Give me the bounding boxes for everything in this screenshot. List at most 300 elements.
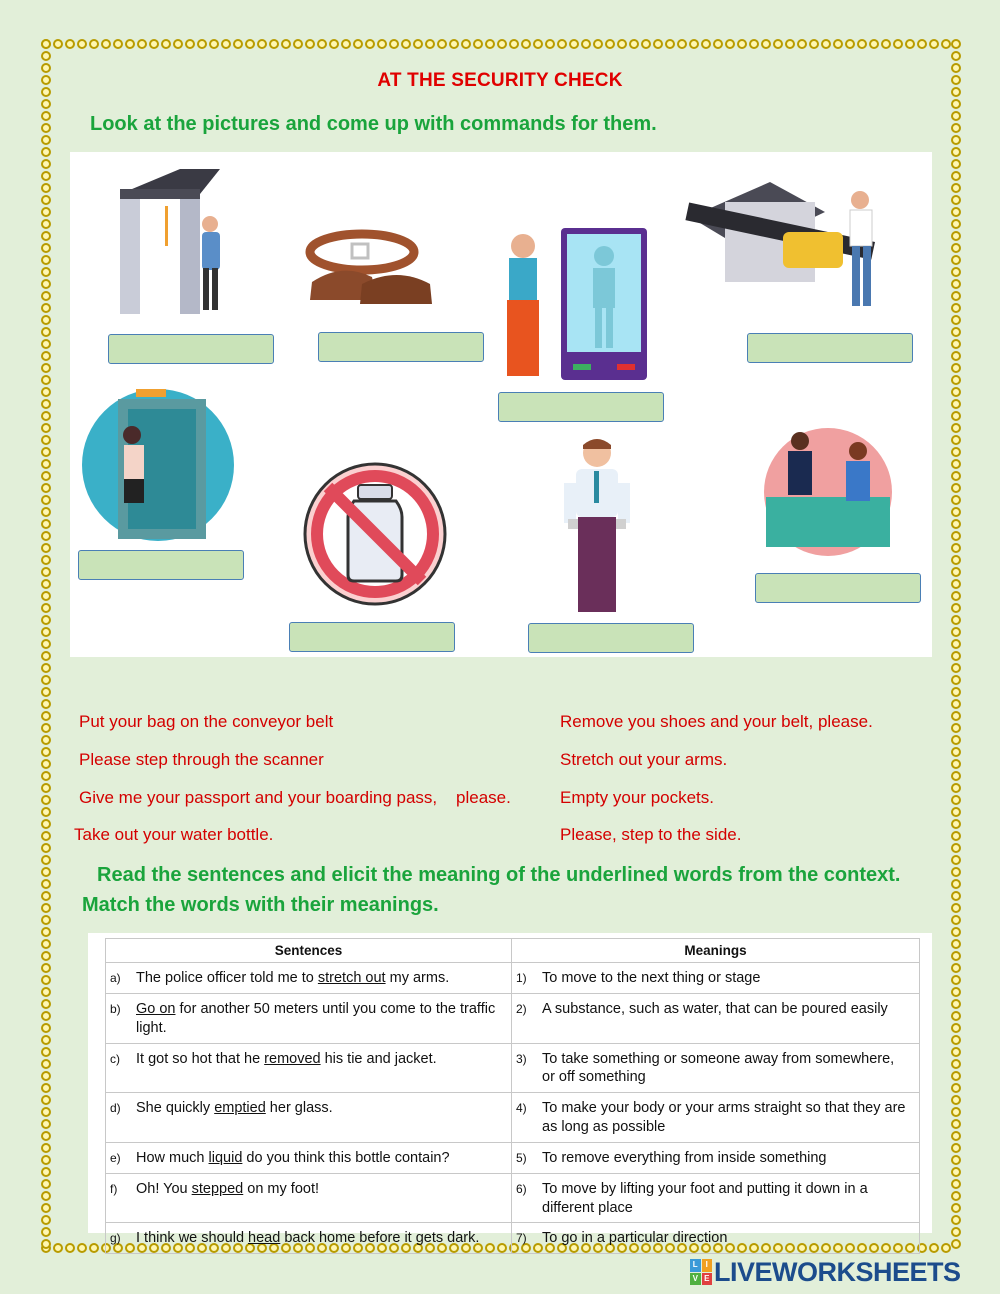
border-link <box>951 771 961 781</box>
answer-box-2[interactable] <box>318 332 484 362</box>
border-link <box>41 639 51 649</box>
border-link <box>41 279 51 289</box>
border-link <box>951 783 961 793</box>
border-link <box>41 1095 51 1105</box>
border-link <box>951 315 961 325</box>
border-link <box>951 327 961 337</box>
border-link <box>77 39 87 49</box>
border-link <box>41 831 51 841</box>
border-link <box>951 135 961 145</box>
border-link <box>41 819 51 829</box>
border-link <box>951 387 961 397</box>
border-link <box>497 39 507 49</box>
border-link <box>293 39 303 49</box>
border-link <box>41 963 51 973</box>
border-link <box>951 915 961 925</box>
border-link <box>461 39 471 49</box>
border-link <box>41 183 51 193</box>
meaning-text: To make your body or your arms straight so that they are as long as possible <box>542 1100 906 1136</box>
border-link <box>149 39 159 49</box>
meaning-number: 3) <box>516 1051 527 1066</box>
underlined-word: head <box>248 1230 281 1247</box>
border-link <box>701 39 711 49</box>
answer-box-8[interactable] <box>755 573 921 603</box>
border-link <box>951 411 961 421</box>
border-link <box>951 51 961 61</box>
border-link <box>951 735 961 745</box>
border-link <box>41 147 51 157</box>
border-link <box>281 39 291 49</box>
meaning-text: To move to the next thing or stage <box>542 970 761 986</box>
border-link <box>951 1095 961 1105</box>
border-link <box>951 1107 961 1117</box>
border-link <box>951 1155 961 1165</box>
instruction-match-line1: Read the sentences and elicit the meaning of the underlined words from the context. <box>97 864 901 886</box>
border-link <box>569 39 579 49</box>
border-link <box>951 831 961 841</box>
border-link <box>951 231 961 241</box>
underlined-word: stretch out <box>317 970 386 986</box>
border-link <box>951 747 961 757</box>
border-link <box>951 183 961 193</box>
border-link <box>951 939 961 949</box>
border-link <box>41 51 51 61</box>
sentence-text: Oh! You stepped on my foot! <box>136 1180 320 1197</box>
border-link <box>951 483 961 493</box>
border-link <box>41 591 51 601</box>
border-link <box>41 759 51 769</box>
border-link <box>41 231 51 241</box>
body-scanner-illustration <box>495 222 655 382</box>
border-link <box>951 111 961 121</box>
border-link <box>951 999 961 1009</box>
border-link <box>305 39 315 49</box>
border-link <box>521 39 531 49</box>
border-link <box>41 795 51 805</box>
border-link <box>41 171 51 181</box>
border-link <box>41 267 51 277</box>
border-link <box>857 39 867 49</box>
border-link <box>329 39 339 49</box>
border-link <box>641 39 651 49</box>
border-link <box>41 519 51 529</box>
border-link <box>377 39 387 49</box>
border-link <box>545 39 555 49</box>
border-link <box>41 939 51 949</box>
border-link <box>951 903 961 913</box>
border-link <box>41 663 51 673</box>
border-link <box>533 39 543 49</box>
border-link <box>951 159 961 169</box>
sentence-cell <box>106 1173 512 1223</box>
border-link <box>41 771 51 781</box>
table-row <box>106 1043 920 1093</box>
border-link <box>89 1243 99 1253</box>
underlined-word: Go on <box>136 1000 176 1017</box>
border-link <box>951 423 961 433</box>
border-link <box>951 1179 961 1189</box>
xray-conveyor-illustration <box>685 172 900 317</box>
border-link <box>951 207 961 217</box>
border-link <box>951 615 961 625</box>
sentence-letter: g) <box>110 1231 121 1246</box>
border-link <box>41 399 51 409</box>
border-link <box>41 615 51 625</box>
border-link <box>677 39 687 49</box>
border-link <box>41 1023 51 1033</box>
border-link <box>951 1191 961 1201</box>
border-link <box>797 39 807 49</box>
border-link <box>905 39 915 49</box>
border-link <box>269 39 279 49</box>
border-link <box>951 1167 961 1177</box>
meaning-number: 5) <box>516 1150 527 1165</box>
underlined-word: liquid <box>208 1149 243 1166</box>
border-link <box>593 39 603 49</box>
border-link <box>951 1227 961 1237</box>
border-link <box>41 903 51 913</box>
border-link <box>41 483 51 493</box>
meaning-cell <box>512 963 920 994</box>
border-link <box>41 1143 51 1153</box>
border-link <box>41 1191 51 1201</box>
border-link <box>581 39 591 49</box>
border-link <box>41 567 51 577</box>
border-link <box>951 855 961 865</box>
border-link <box>65 1243 75 1253</box>
border-link <box>951 639 961 649</box>
table-row <box>106 1142 920 1173</box>
border-link <box>41 627 51 637</box>
answer-box-1[interactable] <box>108 334 274 364</box>
border-link <box>41 99 51 109</box>
border-link <box>951 447 961 457</box>
border-link <box>53 39 63 49</box>
border-link <box>951 291 961 301</box>
border-link <box>425 39 435 49</box>
border-link <box>41 327 51 337</box>
border-link <box>41 459 51 469</box>
border-link <box>785 39 795 49</box>
border-link <box>833 39 843 49</box>
meaning-number: 2) <box>516 1001 527 1016</box>
border-link <box>41 675 51 685</box>
border-link <box>929 39 939 49</box>
border-link <box>41 351 51 361</box>
table-row <box>106 963 920 994</box>
border-link <box>257 39 267 49</box>
border-link <box>41 651 51 661</box>
table-row <box>106 993 920 1043</box>
border-link <box>951 255 961 265</box>
command-left-4: Take out your water bottle. <box>74 825 274 844</box>
border-link <box>413 39 423 49</box>
border-link <box>41 1083 51 1093</box>
border-link <box>951 1059 961 1069</box>
border-link <box>41 1011 51 1021</box>
border-link <box>41 411 51 421</box>
sentence-cell <box>106 1223 512 1254</box>
border-link <box>53 1243 63 1253</box>
border-link <box>951 555 961 565</box>
logo-text: LIVEWORKSHEETS <box>714 1256 961 1287</box>
border-link <box>951 171 961 181</box>
border-link <box>951 363 961 373</box>
border-link <box>951 123 961 133</box>
border-link <box>41 867 51 877</box>
border-link <box>951 147 961 157</box>
border-link <box>951 471 961 481</box>
border-link <box>951 759 961 769</box>
border-link <box>41 711 51 721</box>
border-link <box>951 495 961 505</box>
border-link <box>951 1239 961 1249</box>
border-link <box>41 723 51 733</box>
border-link <box>101 39 111 49</box>
border-link <box>917 39 927 49</box>
meaning-cell <box>512 993 920 1043</box>
border-link <box>341 39 351 49</box>
sentence-letter: b) <box>110 1001 121 1016</box>
sentence-text: The police officer told me to stretch out my arms. <box>136 970 450 986</box>
border-link <box>951 711 961 721</box>
border-link <box>41 1203 51 1213</box>
sentence-cell <box>106 993 512 1043</box>
border-link <box>137 39 147 49</box>
answer-box-4[interactable] <box>747 333 913 363</box>
border-link <box>951 891 961 901</box>
sentence-cell <box>106 1093 512 1143</box>
border-link <box>689 39 699 49</box>
border-link <box>41 255 51 265</box>
border-link <box>951 1203 961 1213</box>
border-link <box>951 399 961 409</box>
border-link <box>951 219 961 229</box>
border-link <box>41 555 51 565</box>
border-link <box>41 315 51 325</box>
border-link <box>951 927 961 937</box>
answer-box-7[interactable] <box>528 623 694 653</box>
border-link <box>41 123 51 133</box>
border-link <box>951 951 961 961</box>
border-link <box>509 39 519 49</box>
border-link <box>737 39 747 49</box>
border-link <box>437 39 447 49</box>
border-link <box>951 507 961 517</box>
border-link <box>41 291 51 301</box>
command-left-3: Give me your passport and your boarding pass, please. <box>79 788 511 807</box>
border-link <box>173 39 183 49</box>
liveworksheets-logo <box>690 1257 961 1287</box>
border-link <box>41 375 51 385</box>
border-link <box>473 39 483 49</box>
border-link <box>41 531 51 541</box>
passport-check-illustration <box>758 427 898 557</box>
sentence-letter: d) <box>110 1101 121 1116</box>
sentence-text: Go on for another 50 meters until you come to the traffic light. <box>136 1000 496 1036</box>
sentence-letter: c) <box>110 1051 120 1066</box>
border-link <box>41 39 51 49</box>
border-link <box>185 39 195 49</box>
meaning-cell <box>512 1173 920 1223</box>
border-link <box>41 987 51 997</box>
border-link <box>951 543 961 553</box>
border-link <box>773 39 783 49</box>
border-link <box>41 207 51 217</box>
matching-table <box>105 938 920 1254</box>
border-link <box>951 1035 961 1045</box>
border-link <box>41 111 51 121</box>
border-link <box>125 39 135 49</box>
border-link <box>41 927 51 937</box>
border-link <box>41 951 51 961</box>
table-row <box>106 1173 920 1223</box>
sentence-letter: a) <box>110 971 121 985</box>
border-link <box>41 447 51 457</box>
border-link <box>41 507 51 517</box>
border-link <box>653 39 663 49</box>
answer-box-5[interactable] <box>78 550 244 580</box>
command-right-4: Please, step to the side. <box>560 825 742 844</box>
border-link <box>41 303 51 313</box>
meaning-number: 4) <box>516 1101 527 1116</box>
border-link <box>41 1035 51 1045</box>
border-link <box>233 39 243 49</box>
border-link <box>951 39 961 49</box>
border-link <box>41 807 51 817</box>
page-title: AT THE SECURITY CHECK <box>377 70 623 91</box>
border-link <box>951 567 961 577</box>
meaning-text: To remove everything from inside something <box>542 1149 827 1166</box>
underlined-word: emptied <box>214 1100 266 1117</box>
meaning-text: A substance, such as water, that can be poured easily <box>542 1000 888 1017</box>
border-link <box>41 423 51 433</box>
meaning-cell <box>512 1043 920 1093</box>
border-link <box>353 39 363 49</box>
border-link <box>951 435 961 445</box>
border-link <box>929 1243 939 1253</box>
border-link <box>951 843 961 853</box>
border-link <box>951 699 961 709</box>
border-link <box>951 795 961 805</box>
sentence-text: I think we should head back home before it gets dark. <box>136 1230 480 1247</box>
border-link <box>951 303 961 313</box>
border-link <box>881 39 891 49</box>
border-link <box>365 39 375 49</box>
border-link <box>41 603 51 613</box>
border-link <box>41 891 51 901</box>
picture-panel <box>70 152 932 657</box>
border-link <box>951 351 961 361</box>
stretch-arms-illustration <box>80 387 240 542</box>
border-link <box>557 39 567 49</box>
border-link <box>951 651 961 661</box>
header-meanings: Meanings <box>512 939 920 963</box>
sentence-cell <box>106 1142 512 1173</box>
border-link <box>41 1047 51 1057</box>
border-link <box>41 195 51 205</box>
border-link <box>41 735 51 745</box>
border-link <box>41 219 51 229</box>
border-link <box>41 1227 51 1237</box>
border-link <box>41 387 51 397</box>
border-link <box>41 879 51 889</box>
underlined-word: removed <box>264 1050 321 1067</box>
border-link <box>65 39 75 49</box>
border-link <box>41 1119 51 1129</box>
sentence-cell <box>106 963 512 994</box>
meaning-number: 1) <box>516 971 527 985</box>
border-link <box>951 375 961 385</box>
header-sentences: Sentences <box>106 939 512 963</box>
border-link <box>725 39 735 49</box>
border-link <box>449 39 459 49</box>
instruction-pictures: Look at the pictures and come up with commands for them. <box>90 113 657 135</box>
table-row <box>106 1093 920 1143</box>
border-link <box>951 579 961 589</box>
meaning-text: To go in a particular direction <box>542 1230 728 1247</box>
meaning-number: 6) <box>516 1181 527 1196</box>
meaning-cell <box>512 1223 920 1254</box>
border-link <box>197 39 207 49</box>
border-link <box>951 879 961 889</box>
border-link <box>951 1143 961 1153</box>
meaning-text: To take something or someone away from somewhere, or off something <box>542 1050 895 1086</box>
border-link <box>951 99 961 109</box>
border-link <box>41 1071 51 1081</box>
border-link <box>845 39 855 49</box>
answer-box-6[interactable] <box>289 622 455 652</box>
command-right-1: Remove you shoes and your belt, please. <box>560 712 873 731</box>
border-link <box>951 1071 961 1081</box>
border-link <box>893 39 903 49</box>
border-link <box>41 1131 51 1141</box>
border-link <box>41 843 51 853</box>
border-link <box>951 975 961 985</box>
border-link <box>629 39 639 49</box>
border-link <box>617 39 627 49</box>
border-link <box>41 471 51 481</box>
command-left-1: Put your bag on the conveyor belt <box>79 712 334 731</box>
border-link <box>951 459 961 469</box>
command-right-3: Empty your pockets. <box>560 788 715 807</box>
border-link <box>41 135 51 145</box>
border-link <box>761 39 771 49</box>
border-link <box>41 855 51 865</box>
border-link <box>41 363 51 373</box>
border-link <box>41 783 51 793</box>
border-link <box>41 495 51 505</box>
border-link <box>749 39 759 49</box>
border-link <box>41 915 51 925</box>
sentence-text: She quickly emptied her glass. <box>136 1100 333 1117</box>
border-link <box>41 1167 51 1177</box>
matching-table-panel <box>88 933 932 1247</box>
border-link <box>245 39 255 49</box>
border-link <box>605 39 615 49</box>
border-link <box>951 519 961 529</box>
border-link <box>951 723 961 733</box>
answer-box-3[interactable] <box>498 392 664 422</box>
shoes-belt-illustration <box>302 222 442 312</box>
border-link <box>951 603 961 613</box>
empty-pockets-illustration <box>552 435 642 620</box>
border-link <box>113 39 123 49</box>
border-link <box>951 531 961 541</box>
sentence-letter: e) <box>110 1150 121 1165</box>
command-left-2: Please step through the scanner <box>79 750 324 769</box>
sentence-text: How much liquid do you think this bottle contain? <box>136 1149 450 1166</box>
